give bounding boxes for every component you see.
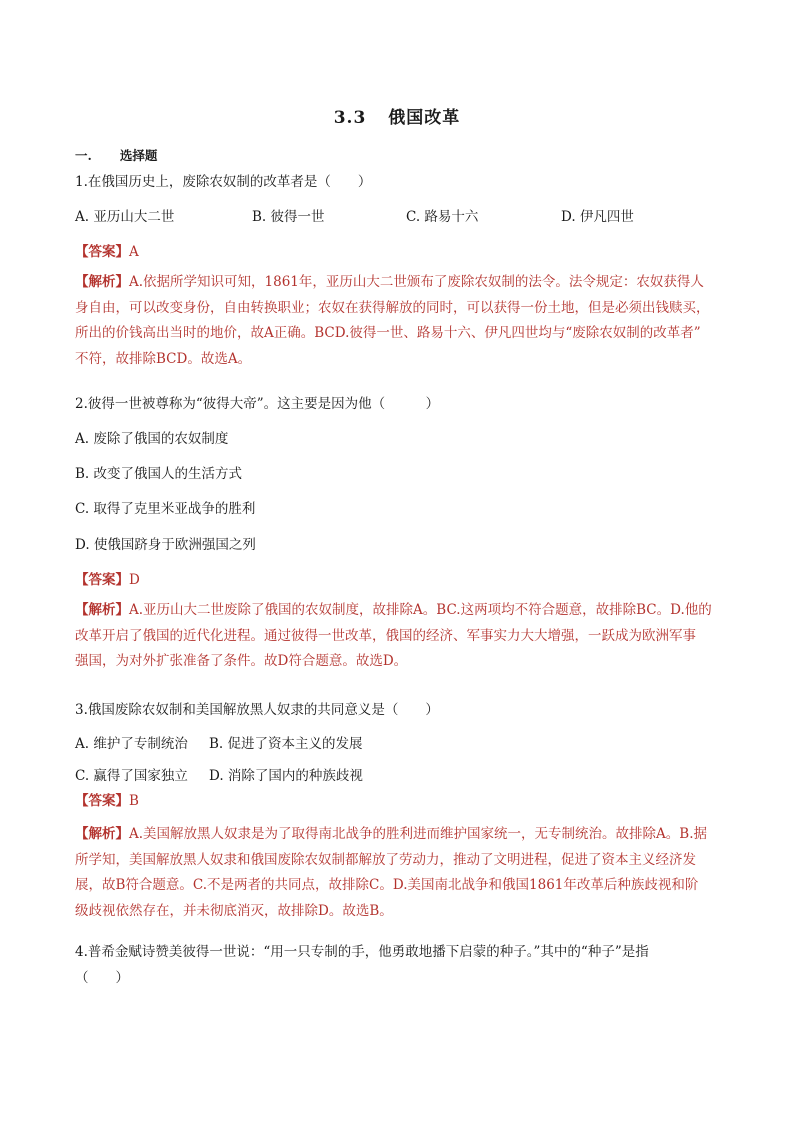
question-3-answer — [75, 789, 139, 809]
title-number: 3.3 — [333, 108, 367, 128]
analysis-line: 展，故B符合题意。C.不是两者的共同点，故排除C。D.美国南北战争和俄国1861年改革后种族歧视和阶 — [75, 877, 699, 893]
analysis-line: 所出的价钱高出当时的地价，故A正确。BCD.彼得一世、路易十六、伊凡四世均与“废除农奴制的改革者” — [75, 325, 701, 341]
title-text: 俄国改革 — [388, 108, 461, 128]
analysis-line: 强国，为对外扩张准备了条件。故D符合题意。故选D。 — [75, 653, 408, 669]
analysis-line: 【解析】A.美国解放黑人奴隶是为了取得南北战争的胜利进而维护国家统一，无专制统治。故排除A。B.据 — [75, 826, 708, 842]
question-4-stem-line-1: 4.普希金赋诗赞美彼得一世说：“用一只专制的手，他勇敢地播下启蒙的种子。”其中的“种子”是指 — [75, 944, 649, 960]
answer-tag: 【答案】 — [75, 244, 129, 260]
question-2-analysis — [75, 598, 725, 675]
analysis-line: 所学知，美国解放黑人奴隶和俄国废除农奴制都解放了劳动力，推动了文明进程，促进了资本主义经济发 — [75, 851, 696, 868]
answer-tag: 【答案】 — [75, 572, 129, 588]
analysis-line: 级歧视依然存在，并未彻底消灭，故排除D。故选B。 — [75, 902, 393, 919]
question-3-stem: 3.俄国废除农奴制和美国解放黑人奴隶的共同意义是（ ） — [75, 702, 439, 718]
q1-option-d: D. 伊凡四世 — [561, 209, 634, 225]
q2-option-a: A. 废除了俄国的农奴制度 — [75, 431, 229, 447]
answer-value: D — [129, 572, 140, 588]
q2-option-c: C. 取得了克里米亚战争的胜利 — [75, 501, 256, 517]
answer-value: B — [129, 793, 139, 809]
q3-option-b: B. 促进了资本主义的发展 — [209, 736, 363, 752]
section-heading — [75, 146, 157, 164]
analysis-line: 改革开启了俄国的近代化进程。通过彼得一世改革，俄国的经济、军事实力大大增强，一跃成为欧洲军事 — [75, 627, 696, 644]
question-1-answer — [75, 240, 139, 260]
q2-option-d: D. 使俄国跻身于欧洲强国之列 — [75, 537, 256, 553]
analysis-line: 身自由，可以改变身份，自由转换职业；农奴在获得解放的同时，可以获得一份土地，但是必须出钱赎买， — [75, 299, 710, 316]
analysis-tag: 【解析】 — [75, 274, 129, 290]
analysis-line: 【解析】A.依据所学知识可知，1861年，亚历山大二世颁布了废除农奴制的法令。法令规定：农奴获得人 — [75, 274, 704, 290]
q3-option-d: D. 消除了国内的种族歧视 — [209, 768, 363, 784]
question-2-stem: 2.彼得一世被尊称为“彼得大帝”。这主要是因为他（ ） — [75, 396, 440, 412]
page-title — [0, 103, 794, 128]
q3-option-a: A. 维护了专制统治 — [75, 736, 188, 752]
q1-option-a: A. 亚历山大二世 — [75, 209, 175, 225]
analysis-tag: 【解析】 — [75, 602, 129, 618]
question-1-stem: 1.在俄国历史上，废除农奴制的改革者是（ ） — [75, 174, 372, 190]
answer-tag: 【答案】 — [75, 793, 129, 809]
question-3-analysis — [75, 822, 725, 924]
answer-value: A — [129, 244, 139, 260]
section-number: 一. — [75, 148, 92, 163]
question-2-answer — [75, 568, 140, 588]
q3-option-c: C. 赢得了国家独立 — [75, 768, 188, 784]
section-label: 选择题 — [119, 148, 158, 163]
q1-option-b: B. 彼得一世 — [252, 209, 325, 225]
q2-option-b: B. 改变了俄国人的生活方式 — [75, 466, 243, 482]
analysis-line: 【解析】A.亚历山大二世废除了俄国的农奴制度，故排除A。BC.这两项均不符合题意，故排除BC。D.他的 — [75, 602, 712, 618]
question-1-analysis — [75, 270, 725, 372]
q1-option-c: C. 路易十六 — [406, 209, 479, 225]
analysis-line: 不符，故排除BCD。故选A。 — [75, 350, 252, 367]
analysis-tag: 【解析】 — [75, 826, 129, 842]
question-4-stem-line-2: （ ） — [75, 970, 129, 986]
